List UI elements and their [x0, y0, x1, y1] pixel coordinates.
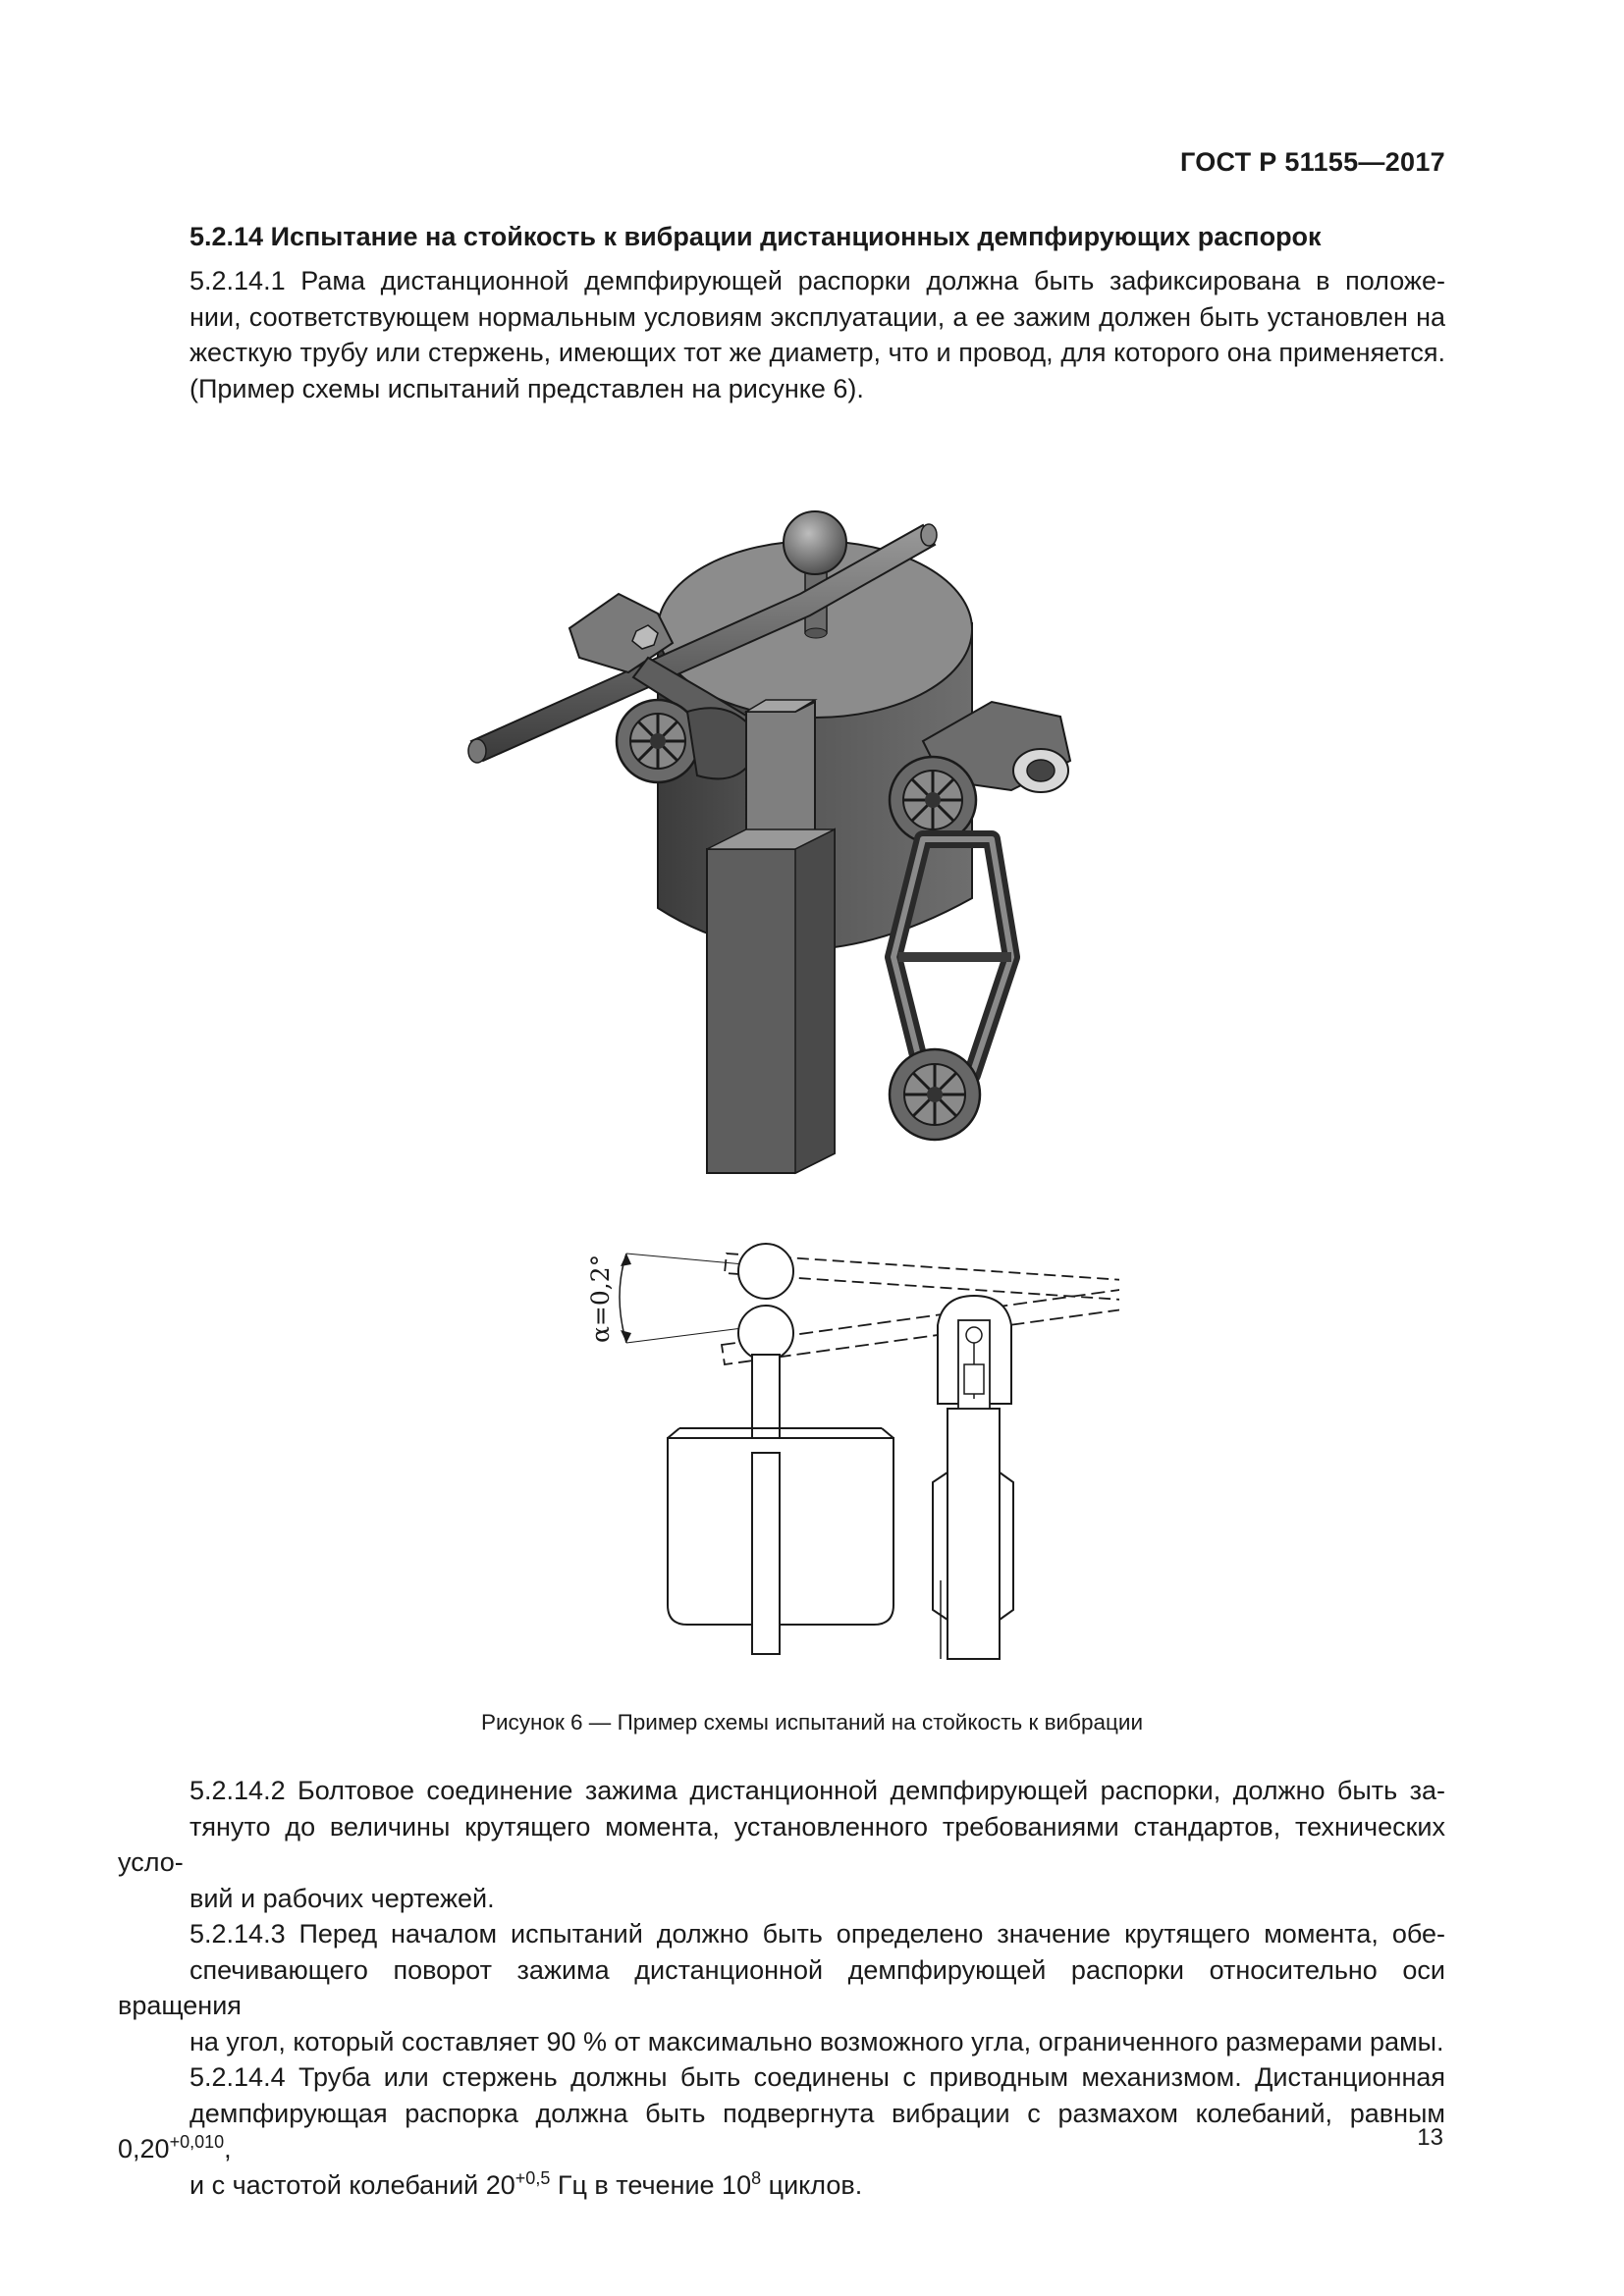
angle-dimension-arc: [620, 1254, 626, 1343]
frequency-sup: +0,5: [514, 2167, 551, 2188]
text-line: спечивающего поворот зажима дистанционной демпфирующей распорки относительно оси вращения: [118, 1954, 1445, 2020]
line-text: циклов.: [761, 2169, 863, 2200]
paragraph-5-2-14-2: [118, 1773, 1445, 1916]
ball-joint: [784, 511, 846, 574]
text-line: нии, соответствующем нормальным условиям эксплуатации, а ее зажим должен быть установлен на: [189, 301, 1445, 332]
text-line: на угол, который составляет 90 % от максимально возможного угла, ограниченного размерами рамы.: [189, 2026, 1444, 2056]
schematic-drawing: [569, 1227, 1119, 1698]
text-line: 5.2.14.2 Болтовое соединение зажима дистанционной демпфирующей распорки, должно быть за-: [189, 1776, 1445, 1805]
document-code: ГОСТ Р 51155—2017: [1179, 147, 1445, 177]
tolerance-sup: +0,010: [169, 2132, 225, 2152]
text-line: 5.2.14.1 Рама дистанционной демпфирующей распорки должна быть зафиксирована в положе-: [189, 266, 1445, 295]
angle-label: α=0,2°: [586, 1254, 615, 1343]
line-text: демпфирующая распорка должна быть подвергнута вибрации с размахом колебаний, равным 0,20: [118, 2098, 1445, 2163]
text-line: 5.2.14.4 Труба или стержень должны быть соединены с приводным механизмом. Дистанционная: [189, 2062, 1445, 2092]
text-line: жесткую трубу или стержень, имеющих тот же диаметр, что и провод, для которого она применяется.: [189, 338, 1445, 367]
text-line: тянуто до величины крутящего момента, установленного требованиями стандартов, технических усло-: [118, 1811, 1445, 1877]
line-punct: ,: [224, 2134, 232, 2163]
text-line: вий и рабочих чертежей.: [189, 1883, 495, 1913]
text-line: 5.2.14.3 Перед началом испытаний должно быть определено значение крутящего момента, обе-: [189, 1919, 1445, 1949]
section-heading: 5.2.14 Испытание на стойкость к вибрации дистанционных демпфирующих распорок: [189, 222, 1322, 251]
test-rig-illustration: [461, 447, 1090, 1178]
line-text: и с частотой колебаний 20: [189, 2169, 515, 2200]
side-view-column: [947, 1409, 1000, 1659]
paragraphs-5-2-14-2-to-4: [118, 1773, 1445, 2203]
page-number: 13: [1417, 2124, 1443, 2151]
cycles-exponent: 8: [751, 2167, 762, 2188]
paragraph-5-2-14-1: [118, 263, 1445, 406]
text-line: (Пример схемы испытаний представлен на рисунке 6).: [189, 373, 864, 403]
figure-caption: Рисунок 6 — Пример схемы испытаний на стойкость к вибрации: [480, 1710, 1144, 1735]
paragraph-5-2-14-3: [118, 1916, 1445, 2059]
line-text: Гц в течение 10: [550, 2169, 752, 2200]
text-line: [118, 2167, 1445, 2204]
paragraph-5-2-14-4: [118, 2059, 1445, 2203]
text-line: [118, 2096, 1445, 2167]
